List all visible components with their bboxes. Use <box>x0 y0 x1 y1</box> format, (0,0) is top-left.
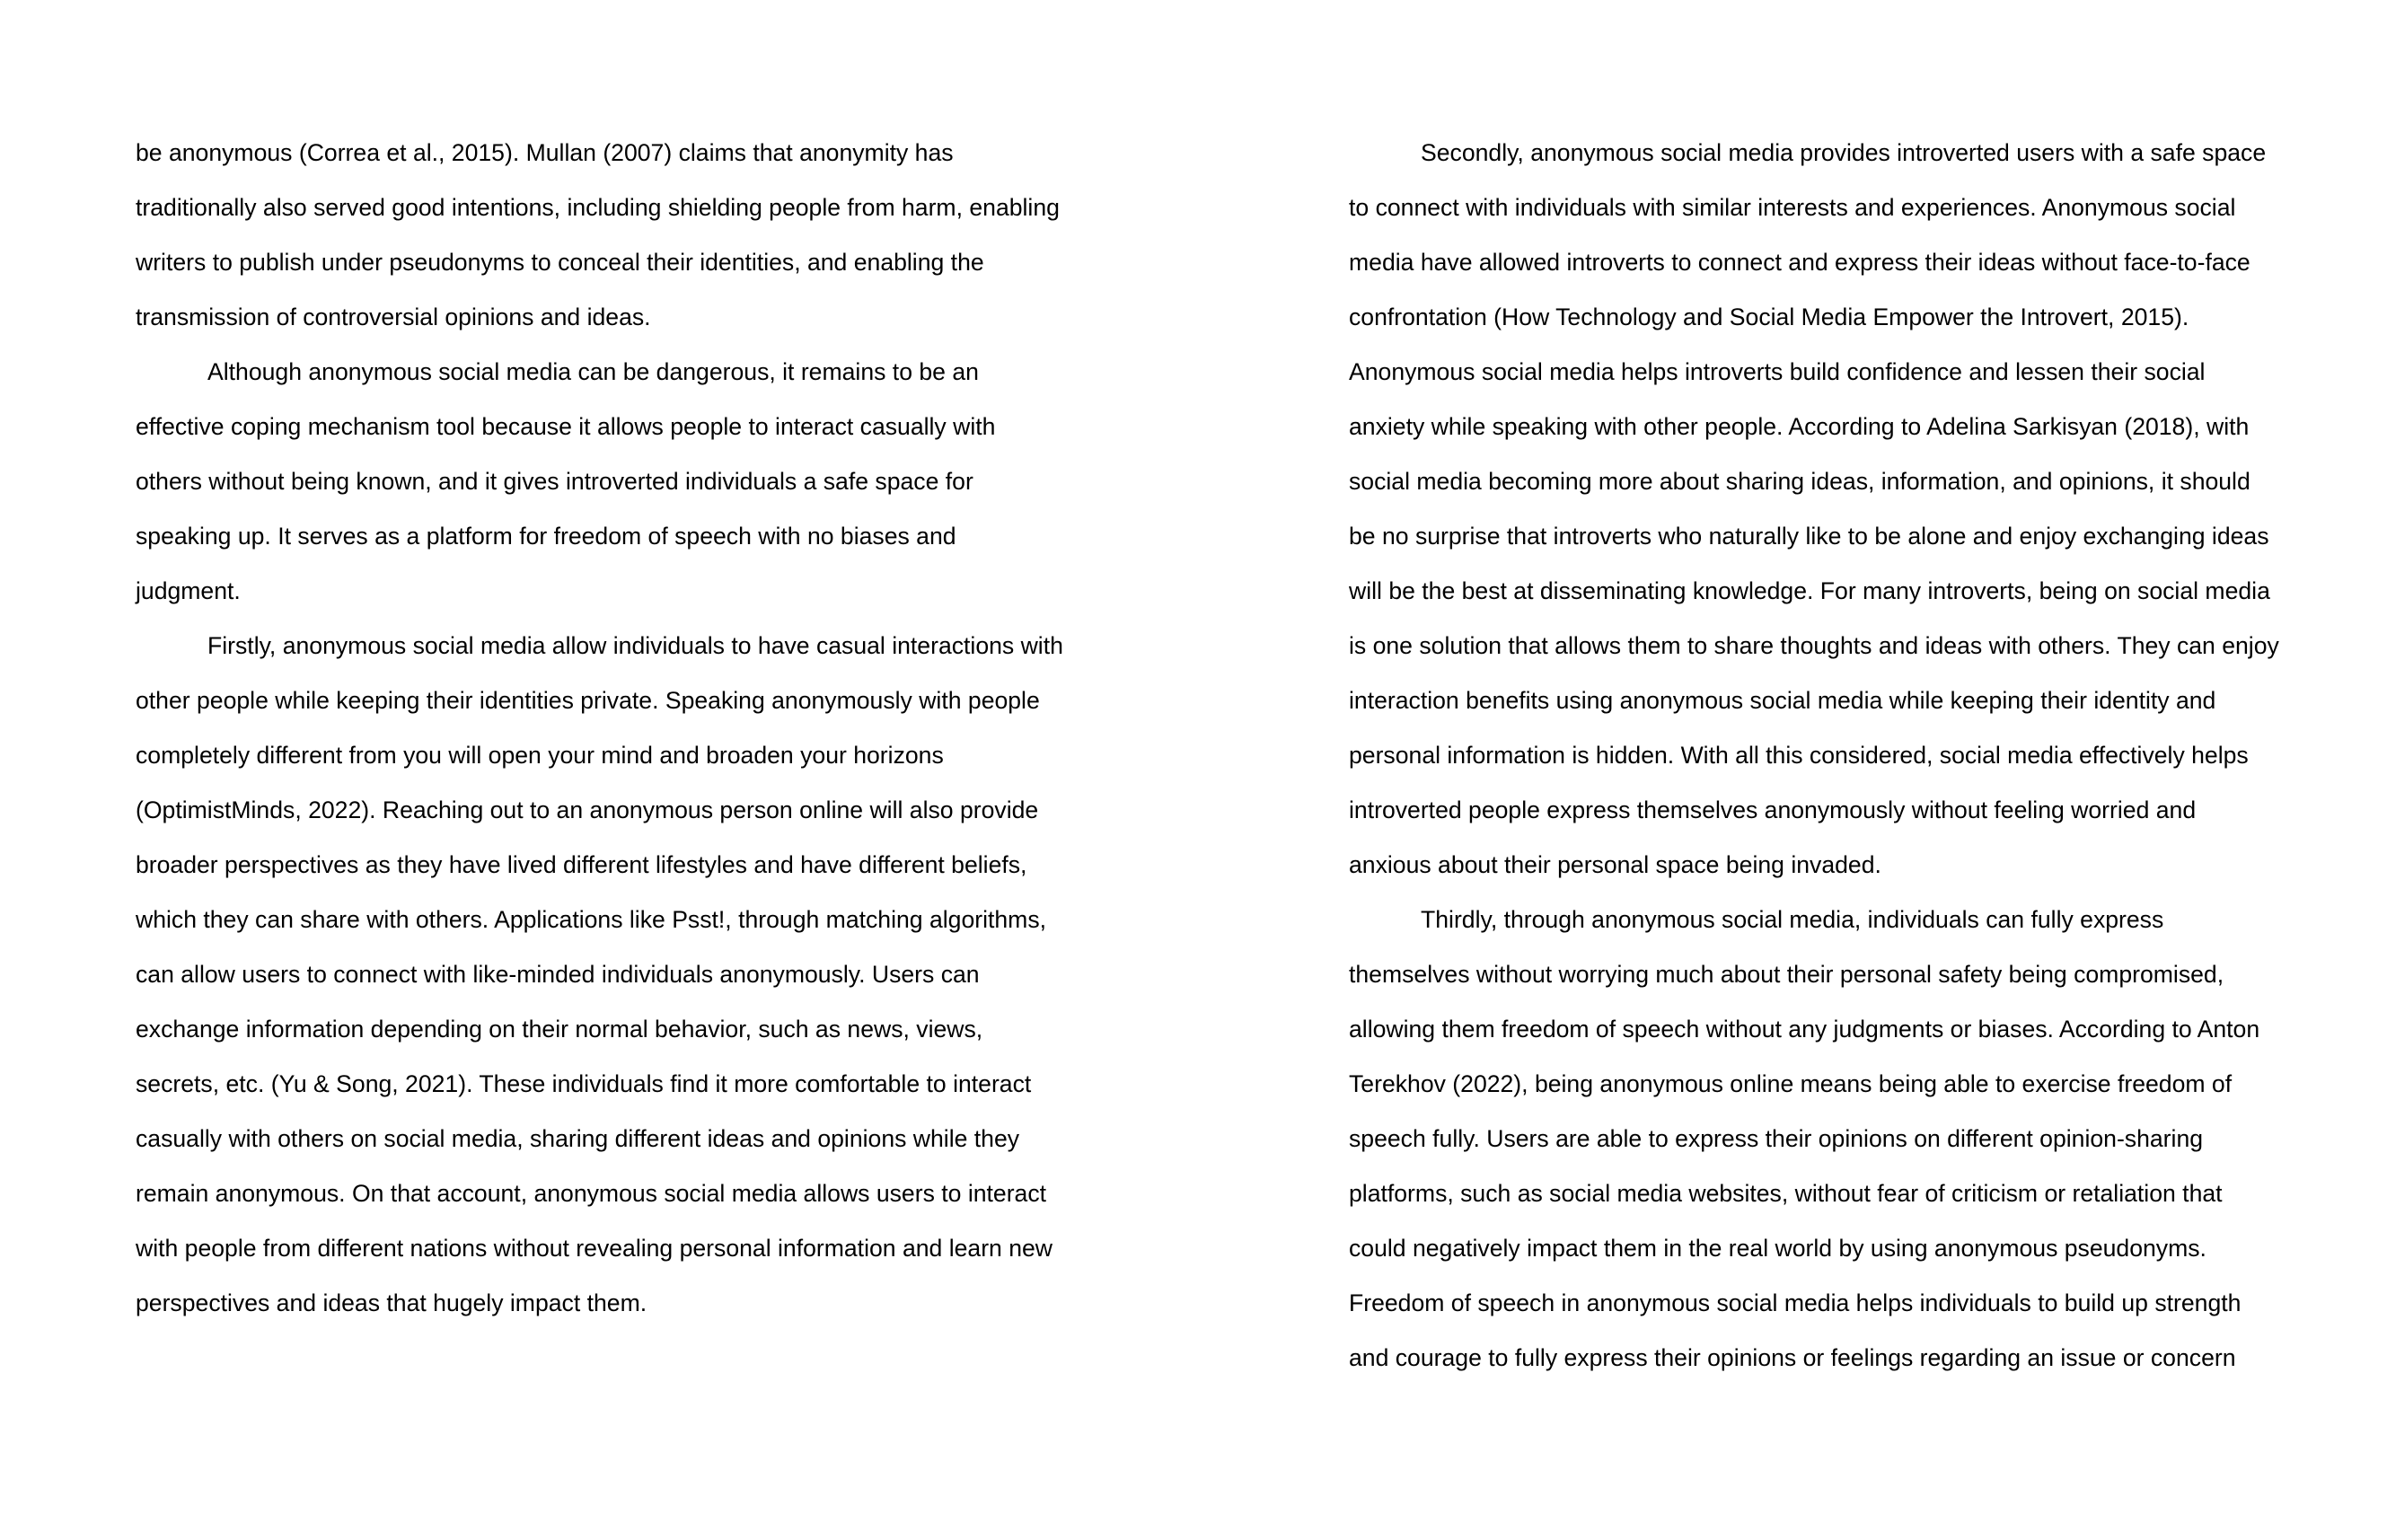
text-line: casually with others on social media, sharing different ideas and opinions while they <box>136 1125 1020 1152</box>
text-line: Freedom of speech in anonymous social media helps individuals to build up strength <box>1349 1289 2242 1316</box>
text-line: to connect with individuals with similar interests and experiences. Anonymous social <box>1349 194 2236 221</box>
text-line: secrets, etc. (Yu & Song, 2021). These individuals find it more comfortable to interact <box>136 1070 1032 1097</box>
text-line: anxious about their personal space being invaded. <box>1349 851 1881 878</box>
text-line: confrontation (How Technology and Social Media Empower the Introvert, 2015). <box>1349 304 2189 330</box>
text-line: completely different from you will open your mind and broaden your horizons <box>136 742 944 769</box>
paragraph-first-line: Firstly, anonymous social media allow individuals to have casual interactions with <box>207 632 1063 659</box>
text-line: allowing them freedom of speech without any judgments or biases. According to Anton <box>1349 1016 2260 1043</box>
text-line: Terekhov (2022), being anonymous online means being able to exercise freedom of <box>1349 1070 2233 1097</box>
text-line: perspectives and ideas that hugely impact them. <box>136 1289 647 1316</box>
text-line: social media becoming more about sharing ideas, information, and opinions, it should <box>1349 468 2250 495</box>
text-line: exchange information depending on their normal behavior, such as news, views, <box>136 1016 983 1043</box>
text-line: Anonymous social media helps introverts build confidence and lessen their social <box>1349 358 2206 385</box>
text-line: interaction benefits using anonymous social media while keeping their identity and <box>1349 687 2216 714</box>
text-line: (OptimistMinds, 2022). Reaching out to an anonymous person online will also provide <box>136 796 1039 823</box>
text-line: themselves without worrying much about their personal safety being compromised, <box>1349 961 2224 988</box>
paragraph-first-line: Although anonymous social media can be dangerous, it remains to be an <box>207 358 979 385</box>
right-page-text <box>1349 126 2279 1386</box>
text-line: speaking up. It serves as a platform for freedom of speech with no biases and <box>136 523 956 550</box>
text-line: others without being known, and it gives introverted individuals a safe space for <box>136 468 973 495</box>
text-line: traditionally also served good intentions, including shielding people from harm, enabling <box>136 194 1060 221</box>
text-line: is one solution that allows them to share thoughts and ideas with others. They can enjoy <box>1349 632 2279 659</box>
text-line: personal information is hidden. With all this considered, social media effectively helps <box>1349 742 2249 769</box>
right-page <box>1194 0 2387 1540</box>
text-line: broader perspectives as they have lived different lifestyles and have different beliefs, <box>136 851 1027 878</box>
text-line: transmission of controversial opinions and ideas. <box>136 304 651 330</box>
text-line: remain anonymous. On that account, anonymous social media allows users to interact <box>136 1180 1047 1207</box>
text-line: media have allowed introverts to connect and express their ideas without face-to-face <box>1349 249 2250 276</box>
text-line: can allow users to connect with like-minded individuals anonymously. Users can <box>136 961 980 988</box>
text-line: and courage to fully express their opinions or feelings regarding an issue or concern <box>1349 1344 2236 1371</box>
text-line: speech fully. Users are able to express their opinions on different opinion-sharing <box>1349 1125 2204 1152</box>
text-line: writers to publish under pseudonyms to conceal their identities, and enabling the <box>136 249 984 276</box>
text-line: be no surprise that introverts who naturally like to be alone and enjoy exchanging ideas <box>1349 523 2269 550</box>
left-page-text <box>136 126 1063 1331</box>
text-line: anxiety while speaking with other people. According to Adelina Sarkisyan (2018), with <box>1349 413 2250 440</box>
text-line: effective coping mechanism tool because it allows people to interact casually with <box>136 413 996 440</box>
paragraph-first-line: Secondly, anonymous social media provides introverted users with a safe space <box>1421 139 2267 166</box>
text-line: introverted people express themselves anonymously without feeling worried and <box>1349 796 2197 823</box>
text-line: other people while keeping their identities private. Speaking anonymously with people <box>136 687 1040 714</box>
text-line: with people from different nations without revealing personal information and learn new <box>136 1235 1053 1262</box>
text-line: could negatively impact them in the real world by using anonymous pseudonyms. <box>1349 1235 2206 1262</box>
text-line: judgment. <box>136 577 241 604</box>
paragraph-first-line: Thirdly, through anonymous social media, individuals can fully express <box>1421 906 2164 933</box>
text-line: be anonymous (Correa et al., 2015). Mullan (2007) claims that anonymity has <box>136 139 954 166</box>
text-line: platforms, such as social media websites, without fear of criticism or retaliation that <box>1349 1180 2223 1207</box>
text-line: which they can share with others. Applications like Psst!, through matching algorithms, <box>136 906 1047 933</box>
text-line: will be the best at disseminating knowledge. For many introverts, being on social media <box>1349 577 2270 604</box>
